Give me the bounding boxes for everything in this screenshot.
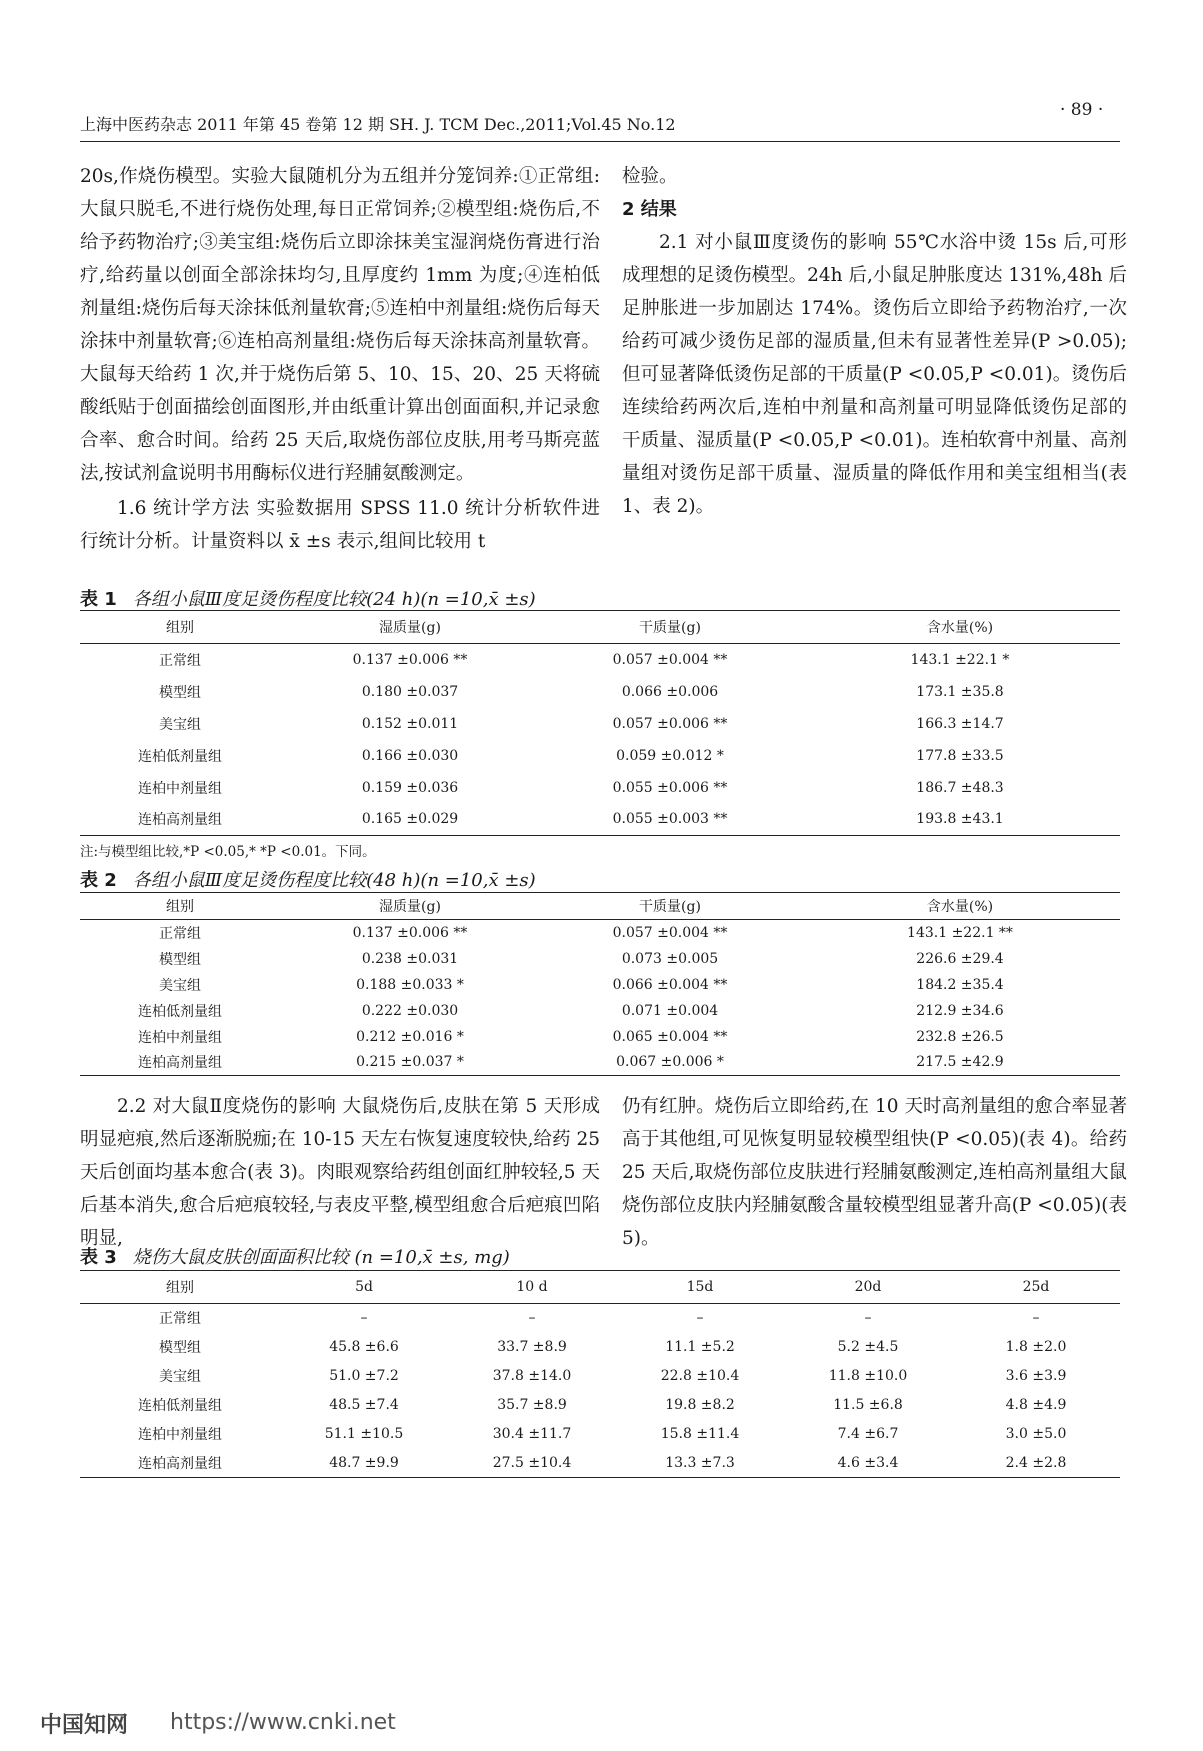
table2-header: 含水量(%) xyxy=(800,893,1120,920)
table-cell: 1.8 ±2.0 xyxy=(1005,1339,1067,1355)
table-cell: 0.066 ±0.004 ** xyxy=(612,976,728,993)
table-row xyxy=(80,920,1120,946)
table-cell: 0.137 ±0.006 ** xyxy=(352,651,468,668)
table-row xyxy=(80,1333,1120,1362)
table2-caption xyxy=(80,866,536,892)
table3-label: 表 3 xyxy=(80,1247,117,1268)
table-cell: 0.055 ±0.006 ** xyxy=(612,779,728,796)
table-cell: 11.1 ±5.2 xyxy=(665,1339,735,1355)
table-cell: 连柏低剂量组 xyxy=(138,1398,222,1414)
table3-header: 20d xyxy=(784,1271,952,1304)
table-cell: 0.166 ±0.030 xyxy=(361,747,459,764)
table-cell: 2.4 ±2.8 xyxy=(952,1449,1120,1478)
table-cell: 0.180 ±0.037 xyxy=(361,683,459,700)
table2 xyxy=(80,892,1120,1076)
table-cell: 48.7 ±9.9 xyxy=(280,1449,448,1478)
table1-note: 注:与模型组比较,*P <0.05,* *P <0.01。下同。 xyxy=(80,844,376,860)
table3-title: 烧伤大鼠皮肤创面面积比较 (n =10,x̄ ±s, mg) xyxy=(132,1247,510,1268)
right-column-bottom xyxy=(622,1090,1127,1255)
methods-paragraph: 20s,作烧伤模型。实验大鼠随机分为五组并分笼饲养:①正常组:大鼠只脱毛,不进行烧伤处理,每日正常饲养;②模型组:烧伤后,不给予药物治疗;③美宝组:烧伤后立即涂抹美宝湿润烧伤膏进行治疗,给药量以创面全部涂抹均匀,且厚度约 1mm 为度;④连柏低剂量组:烧伤后每天涂抹低剂量软膏;⑤连柏中剂量组:烧伤后每天涂抹中剂量软膏;⑥连柏高剂量组:烧伤后每天涂抹高剂量软膏。大鼠每天给药 1 次,并于烧伤后第 5、10、15、20、25 天将硫酸纸贴于创面描绘创面图形,并由纸重计算出创面面积,并记录愈合率、愈合时间。给药 25 天后,取烧伤部位皮肤,用考马斯亮蓝法,按试剂盒说明书用酶标仪进行羟脯氨酸测定。 xyxy=(80,166,600,484)
table-cell: 0.137 ±0.006 ** xyxy=(352,924,468,941)
results-21-paragraph: 2.1 对小鼠Ⅲ度烫伤的影响 55℃水浴中烫 15s 后,可形成理想的足烫伤模型。24h 后,小鼠足肿胀度达 131%,48h 后足肿胀进一步加剧达 174%。烫伤后立即给予药物治疗,一次给药可减少烫伤足部的湿质量,但未有显著性差异(P >0.05);但可显著降低烫伤足部的干质量(P <0.05,P <0.01)。烫伤后连续给药两次后,连柏中剂量和高剂量可明显降低烫伤足部的干质量、湿质量(P <0.05,P <0.01)。连柏软膏中剂量、高剂量组对烫伤足部干质量、湿质量的降低作用和美宝组相当(表 1、表 2)。 xyxy=(622,232,1127,517)
table-row xyxy=(80,972,1120,998)
table3-header: 15d xyxy=(616,1271,784,1304)
running-header: 上海中医药杂志 2011 年第 45 卷第 12 期 SH. J. TCM Dec.,2011;Vol.45 No.12 xyxy=(80,112,1120,142)
table-cell: – xyxy=(528,1310,536,1327)
table-row xyxy=(80,772,1120,804)
table1-header: 组别 xyxy=(80,611,280,644)
table-cell: 5.2 ±4.5 xyxy=(837,1339,899,1355)
table-cell: 22.8 ±10.4 xyxy=(660,1368,740,1384)
table3 xyxy=(80,1270,1120,1478)
table3-header: 10 d xyxy=(448,1271,616,1304)
table-cell: 177.8 ±33.5 xyxy=(916,747,1004,764)
table-cell: 0.057 ±0.006 ** xyxy=(612,715,728,732)
table-cell: 33.7 ±8.9 xyxy=(497,1339,567,1355)
table-cell: 11.8 ±10.0 xyxy=(828,1368,908,1384)
table-cell: 0.065 ±0.004 ** xyxy=(612,1028,728,1045)
table-cell: 0.057 ±0.004 ** xyxy=(612,651,728,668)
table3-header: 5d xyxy=(280,1271,448,1304)
table-cell: 0.188 ±0.033 * xyxy=(356,976,464,993)
left-column-top xyxy=(80,160,600,558)
table-cell: 37.8 ±14.0 xyxy=(492,1368,572,1384)
results-22-paragraph: 2.2 对大鼠Ⅱ度烧伤的影响 大鼠烧伤后,皮肤在第 5 天形成明显疤痕,然后逐渐脱痂;在 10-15 天左右恢复速度较快,给药 25 天后创面均基本愈合(表 3)。肉眼观察给药组创面红肿较轻,5 天后基本消失,愈合后疤痕较轻,与表皮平整,模型组愈合后疤痕凹陷明显, xyxy=(80,1096,600,1249)
table-cell: 27.5 ±10.4 xyxy=(448,1449,616,1478)
table2-title: 各组小鼠Ⅲ度足烫伤程度比较(48 h)(n =10,x̄ ±s) xyxy=(132,870,536,891)
table-row xyxy=(80,1362,1120,1391)
cnki-url[interactable]: https://www.cnki.net xyxy=(170,1710,396,1735)
table1-header: 含水量(%) xyxy=(800,611,1120,644)
table-cell: 0.057 ±0.004 ** xyxy=(612,924,728,941)
right-column-top xyxy=(622,160,1127,523)
table-cell: 11.5 ±6.8 xyxy=(833,1397,903,1413)
table-cell: 模型组 xyxy=(159,1340,201,1356)
table-cell: 连柏中剂量组 xyxy=(138,1029,222,1046)
table-row xyxy=(80,676,1120,708)
table-cell: 143.1 ±22.1 * xyxy=(910,651,1010,668)
results-22-continuation: 仍有红肿。烧伤后立即给药,在 10 天时高剂量组的愈合率显著高于其他组,可见恢复明显较模型组快(P <0.05)(表 4)。给药 25 天后,取烧伤部位皮肤进行羟脯氨酸测定,连柏高剂量组大鼠烧伤部位皮肤内羟脯氨酸含量较模型组显著升高(P <0.05)(表 5)。 xyxy=(622,1096,1127,1249)
table3-header: 组别 xyxy=(80,1271,280,1304)
table-cell: 0.238 ±0.031 xyxy=(361,950,459,967)
table2-header: 湿质量(g) xyxy=(280,893,540,920)
table-cell: 正常组 xyxy=(159,652,201,669)
table-cell: 0.073 ±0.005 xyxy=(621,950,719,967)
table-cell: – xyxy=(1032,1310,1040,1327)
table1-caption xyxy=(80,585,536,611)
table-cell: 0.152 ±0.011 xyxy=(361,715,459,732)
table-row xyxy=(80,1024,1120,1050)
table-row xyxy=(80,804,1120,836)
table-cell: 19.8 ±8.2 xyxy=(665,1397,735,1413)
table-cell: 184.2 ±35.4 xyxy=(916,976,1004,993)
table1-label: 表 1 xyxy=(80,589,117,610)
table-cell: 正常组 xyxy=(159,1311,201,1328)
results-heading: 2 结果 xyxy=(622,199,677,220)
table-cell: 0.071 ±0.004 xyxy=(621,1002,719,1019)
table-cell: 连柏中剂量组 xyxy=(138,1427,222,1443)
table-cell: 模型组 xyxy=(159,684,201,701)
table-cell: 13.3 ±7.3 xyxy=(616,1449,784,1478)
table-cell: 226.6 ±29.4 xyxy=(916,950,1004,967)
table2-label: 表 2 xyxy=(80,870,117,891)
table1-title: 各组小鼠Ⅲ度足烫伤程度比较(24 h)(n =10,x̄ ±s) xyxy=(132,589,536,610)
table-cell: 美宝组 xyxy=(159,716,201,733)
table3-header: 25d xyxy=(952,1271,1120,1304)
page-number: · 89 · xyxy=(1060,100,1104,120)
table-row xyxy=(80,1420,1120,1449)
right-continuation: 检验。 xyxy=(622,166,678,187)
table-cell: 连柏高剂量组 xyxy=(80,1449,280,1478)
stat-methods-paragraph: 1.6 统计学方法 实验数据用 SPSS 11.0 统计分析软件进行统计分析。计量资料以 x̄ ±s 表示,组间比较用 t xyxy=(80,498,600,552)
table-cell: 48.5 ±7.4 xyxy=(329,1397,399,1413)
table-cell: 0.159 ±0.036 xyxy=(361,779,459,796)
table1 xyxy=(80,610,1120,836)
table-row xyxy=(80,1304,1120,1333)
table-cell: 4.6 ±3.4 xyxy=(784,1449,952,1478)
table-row xyxy=(80,708,1120,740)
table-cell: – xyxy=(864,1310,872,1327)
table-cell: 143.1 ±22.1 ** xyxy=(907,924,1013,941)
table-cell: 0.212 ±0.016 * xyxy=(356,1028,464,1045)
table-cell: 正常组 xyxy=(159,925,201,942)
table-cell: 连柏低剂量组 xyxy=(138,1003,222,1020)
table-row xyxy=(80,998,1120,1024)
table-cell: 232.8 ±26.5 xyxy=(916,1028,1004,1045)
table-cell: 4.8 ±4.9 xyxy=(1005,1397,1067,1413)
table-cell: 173.1 ±35.8 xyxy=(916,683,1004,700)
table3-caption xyxy=(80,1243,510,1269)
table-cell: 0.165 ±0.029 xyxy=(280,804,540,836)
table-cell: 美宝组 xyxy=(159,977,201,994)
table-cell: – xyxy=(696,1310,704,1327)
table-cell: 186.7 ±48.3 xyxy=(916,779,1004,796)
table-cell: 7.4 ±6.7 xyxy=(837,1426,899,1442)
table-cell: 3.6 ±3.9 xyxy=(1005,1368,1067,1384)
table-row xyxy=(80,740,1120,772)
table-cell: 51.0 ±7.2 xyxy=(329,1368,399,1384)
table-cell: 45.8 ±6.6 xyxy=(329,1339,399,1355)
table-cell: 0.222 ±0.030 xyxy=(361,1002,459,1019)
table-row xyxy=(80,946,1120,972)
table-cell: 连柏中剂量组 xyxy=(138,780,222,797)
table-cell: 模型组 xyxy=(159,951,201,968)
table-row xyxy=(80,1391,1120,1420)
table-row xyxy=(80,644,1120,676)
left-column-bottom xyxy=(80,1090,600,1255)
table-cell: 0.055 ±0.003 ** xyxy=(540,804,800,836)
table-cell: 217.5 ±42.9 xyxy=(800,1050,1120,1076)
table-cell: – xyxy=(360,1310,368,1327)
table-cell: 193.8 ±43.1 xyxy=(800,804,1120,836)
table-cell: 美宝组 xyxy=(159,1369,201,1385)
table-cell: 连柏低剂量组 xyxy=(138,748,222,765)
table-cell: 51.1 ±10.5 xyxy=(324,1426,404,1442)
table2-header: 组别 xyxy=(80,893,280,920)
table-cell: 35.7 ±8.9 xyxy=(497,1397,567,1413)
table-cell: 连柏高剂量组 xyxy=(80,1050,280,1076)
table-cell: 0.059 ±0.012 * xyxy=(616,747,724,764)
table-row xyxy=(80,1050,1120,1076)
table2-header: 干质量(g) xyxy=(540,893,800,920)
table-row xyxy=(80,1449,1120,1478)
table-cell: 0.067 ±0.006 * xyxy=(540,1050,800,1076)
table1-header: 干质量(g) xyxy=(540,611,800,644)
table-cell: 0.066 ±0.006 xyxy=(621,683,719,700)
table-cell: 连柏高剂量组 xyxy=(80,804,280,836)
table-cell: 15.8 ±11.4 xyxy=(660,1426,740,1442)
table1-header: 湿质量(g) xyxy=(280,611,540,644)
table-cell: 0.215 ±0.037 * xyxy=(280,1050,540,1076)
table-cell: 3.0 ±5.0 xyxy=(1005,1426,1067,1442)
table-cell: 166.3 ±14.7 xyxy=(916,715,1004,732)
table-cell: 212.9 ±34.6 xyxy=(916,1002,1004,1019)
table-cell: 30.4 ±11.7 xyxy=(492,1426,572,1442)
cnki-logo: 中国知网 xyxy=(40,1713,129,1738)
